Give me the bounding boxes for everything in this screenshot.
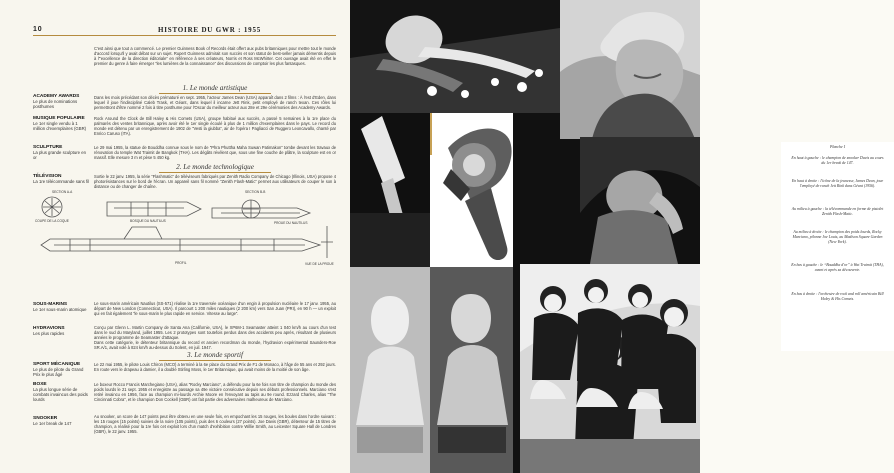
sidebar-text: Le plus de nominations posthumes <box>33 99 78 110</box>
diagram-label-hull: COUPE DE LA COQUE <box>35 219 69 223</box>
artistic-paragraph-2: Rock Around the Clock de Bill Haley & His Comets (USA), groupe habitué aux succès, a passé 5 semaines à la 1re place du palmarès des ventes britannique, après avoir été le 1er single écoulé à plus de 1 million d'exemplaires dans le pays. Le record du monde est détenu par un enregistrement de 1902 de “Vesti la giubba”, air de l'opéra I Pagliacci de Ruggero Leoncavallo, chanté par Enrico Caruso (ITA). <box>94 116 336 137</box>
sidebar-title: SCULPTURE <box>33 145 63 150</box>
section-title-technology: 2. Le monde technologique <box>94 163 336 173</box>
sidebar-text: La 1re télécommande sans fil <box>33 179 90 185</box>
caption-rocky-marciano: Au milieu à droite : le champion des poids lourds, Rocky Marciano, pilonne Joe Louis, au Madison Square Garden (New York). <box>792 230 883 244</box>
hydroplane-paragraph-1: Conçu par Glenn L. Martin Company de Santa Ana (Californie, USA), le XP6M-1 Seamaster atteint 1 040 km/h au cours d'un test dans le sud du Maryland, juillet 1955. Les 2 prototypes sont toutefois perdus dans des accidents peu après, résultant de plusieurs années le programme de Seamaster d'attaque. <box>94 325 336 341</box>
nautilus-technical-drawing <box>35 190 335 286</box>
sidebar-text: Le plus de pilote du Grand Prix le plus âgé <box>33 367 84 378</box>
hull-section-lines <box>43 198 61 216</box>
submarine-sail <box>124 227 162 239</box>
sidebar-title: TÉLÉVISION <box>33 174 62 179</box>
plate-caption-title: Planche I <box>829 145 845 149</box>
sidebar-motorsport <box>33 362 91 377</box>
diagram-label-bow: PROUE DU NAUTILUS <box>274 221 308 225</box>
snooker-player-photo <box>350 0 560 113</box>
sidebar-snooker <box>33 416 91 426</box>
rocket-accent-line <box>430 113 432 155</box>
sidebar-title: ACADEMY AWARDS <box>33 94 80 99</box>
bow-view-drawing <box>321 226 333 258</box>
sports-paragraph-2: Le boxeur Rocco Francis Marchegiano (USA), alias “Rocky Marciano”, a défendu pour la 6e fois son titre de champion du monde des poids lourds le 21 sept. 1955 et enregistre au passage sa 49e victoire consécutive depuis ses débuts professionnels. Marciano s'est retiré invaincu en 1956, face au champion mi-lourds Archie Moore en l'envoyant au tapis au 9e round. Ezzard Charles, alias “The Cincinnati Cobra”, et le champion Don Cockell (GBR) ont fait partie des adversaires malheureux de Marciano. <box>94 382 336 403</box>
sports-paragraph-1: Le 22 mai 1955, le pilote Louis Chiron (MCO) a terminé à la 6e place du Grand Prix de F1 de Monaco, à l'âge de 55 ans et 292 jours. En route vers le drapeau à damier, il a doublé Stirling Moss, le 1er Britannique, qui avait moins de la moitié de son âge. <box>94 362 336 373</box>
sidebar-text: Le 1er sous-marin atomique <box>33 307 87 313</box>
golden-buddha-before-photo <box>350 267 430 473</box>
sidebar-title: SOUS-MARINS <box>33 302 68 307</box>
sidebar-text: La plus longue série de combats invaincus des poids lourds <box>33 387 88 403</box>
sidebar-title: SNOOKER <box>33 416 58 421</box>
nautilus-upper-lines <box>114 202 184 216</box>
intro-text: C'est ainsi que tout a commencé. Le premier Guinness Book of Records était offert aux pubs britanniques pour mettre tout le monde d'accord lorsqu'il y avait débat sur un sujet. Rupert Guinness admirait son succès et son statut de best-seller jamais démentis depuis à l'“excellence de la direction éditoriale” en référence à ses créateurs, Norris et Ross McWhirter. Cet ouvrage avait été en effet le premier du genre à faire émerger “les lumières de la connaissance” des discussions de comptoir les plus fantasques. <box>94 46 336 67</box>
nautilus-upper-drawing <box>107 202 201 216</box>
caption-james-dean: En haut à droite : l'icône de la jeunesse, James Dean, joue l'employé de ranch Jett Rink dans Géant (1956). <box>791 179 884 188</box>
page-title: HISTOIRE DU GWR : 1955 <box>158 26 262 34</box>
sidebar-text: La plus grande sculpture en or <box>33 150 87 161</box>
sidebar-academy-awards <box>33 94 91 109</box>
rocky-marciano-boxing-photo <box>580 137 700 264</box>
caption-golden-buddha: En bas à gauche : le “Bouddha d'or” à Wat Traimit (THA), avant et après sa découverte. <box>791 263 884 272</box>
diagram-label-section-aa: SECTION A-A <box>52 190 73 194</box>
sidebar-television <box>33 174 91 184</box>
sidebar-title: HYDRAVIONS <box>33 326 65 331</box>
right-page <box>350 0 884 473</box>
zenith-flash-matic-photo <box>430 113 513 267</box>
tech-paragraph-1: Sortie le 22 janv. 1955, la série “Flashmatic” de téléviseurs fabriqués par Zenith Radio Company de Chicago (Illinois, USA) propose 4 photorésistances sur le bord de l'écran. Un appareil sans fil nommé “Zenith Flash-Matic” permet aux utilisateurs de couper le son à distance ou de changer de chaîne. <box>94 174 336 190</box>
sidebar-boxing <box>33 382 91 402</box>
sidebar-title: BOXE <box>33 382 47 387</box>
sidebar-submarines <box>33 302 91 312</box>
diagram-label-nautilus: BOSQUE DU NAUTILUS <box>130 219 166 223</box>
rocket-photo-left <box>350 113 430 267</box>
sports-paragraph-3: Au snooker, un score de 147 points peut être obtenu en une seule fois, en empochant les 15 rouges, les boules dans l'ordre suivant : les 15 rouges (15 points) suivies de la noire (105 points), puis des 6 couleurs (27 points). Joe Davis (GBR), détenteur de 15 titres de champion, a réalisé pour la 1re fois cet exploit lors d'un match d'exhibition contre Willie Smith, au Leicester Square Hall de Londres (GBR), le 22 janv. 1955. <box>94 414 336 435</box>
caption-bill-haley: En bas à droite : l'orchestre de rock and roll américain Bill Haley & His Comets. <box>791 292 884 301</box>
sidebar-title: SPORT MÉCANIQUE <box>33 362 81 367</box>
sidebar-text: Les plus rapides <box>33 331 65 337</box>
sidebar-hydroplanes <box>33 326 91 336</box>
sidebar-sculpture <box>33 145 91 160</box>
page-header <box>33 26 336 36</box>
bill-haley-comets-photo <box>520 264 700 473</box>
caption-zenith: Au milieu à gauche : la télécommande en forme de pistolet Zenith Flash-Matic. <box>791 207 884 216</box>
submarine-profile-lines <box>54 239 305 251</box>
james-dean-photo <box>560 0 700 139</box>
section-bb-lines <box>243 200 259 218</box>
left-page <box>0 0 350 473</box>
plate-caption-box <box>781 142 894 351</box>
sidebar-text: Le 1er single vendu à 1 million d'exemplaires (GBR) <box>33 121 87 132</box>
section-title-artistic: 1. Le monde artistique <box>94 84 336 94</box>
golden-buddha-after-photo <box>430 267 513 473</box>
page-number: 10 <box>33 26 43 33</box>
artistic-paragraph-1: Dans les mois précédant son décès prématuré en sept. 1955, l'acteur James Dean (USA) apparaît dans 2 films : À l'est d'Eden, dans lequel il joue l'indiscipliné Caleb Trask, et Géant, dans lequel il incarne Jett Rink, petit employé de ranch texan. Ces rôles lui permettront d'être nommé 2 fois à titre posthume pour l'Oscar du meilleur acteur aux 28e et 29e cérémonies des Academy Awards. <box>94 95 336 111</box>
caption-snooker: En haut à gauche : le champion de snooker Davis au cours du 1er break de 147. <box>791 156 884 165</box>
hydroplane-paragraph-2: Dans cette catégorie, le détenteur britannique du record et ancien recordman du monde, l'hydravion expérimental Saunders-Roe SR.A/1, avait volé à 824 km/h au-dessus du Solent, en juil. 1947. <box>94 340 336 351</box>
diagram-label-section-bb: SECTION B-B <box>245 190 266 194</box>
sidebar-text: Le 1er break de 147 <box>33 421 72 427</box>
sidebar-title: MUSIQUE POPULAIRE <box>33 116 85 121</box>
artistic-paragraph-3: Le 29 mai 1955, la statue de Bouddha connue sous le nom de “Phra Phuttha Maha Suwan Patimakon” tombe devant les travaux de rénovation du temple Wat Traimit de Bangkok (THA). Les dégâts révèlent que, sous une fine couche de plâtre, la sculpture est en or massif. Elle mesure 3 m et pèse 5 450 kg. <box>94 145 336 161</box>
diagram-label-profile: PROFIL <box>175 261 187 265</box>
sidebar-popular-music <box>33 116 91 131</box>
diagram-label-top: VUE DE LA PROUE <box>305 262 334 266</box>
submarine-paragraph: Le sous-marin américain Nautilus (SS-571) réalise la 1re traversée océanique d'un engin à propulsion nucléaire le 17 janv. 1955, au départ de New London (Connecticut, USA). Il parcourt 1 200 miles nautiques (2 200 km) vers San Juan (PRI), en 90 h — un exploit qui en fait également “le sous-marin le plus rapide en service. Vitesse au large”. <box>94 301 336 317</box>
section-title-sports: 3. Le monde sportif <box>94 351 336 361</box>
